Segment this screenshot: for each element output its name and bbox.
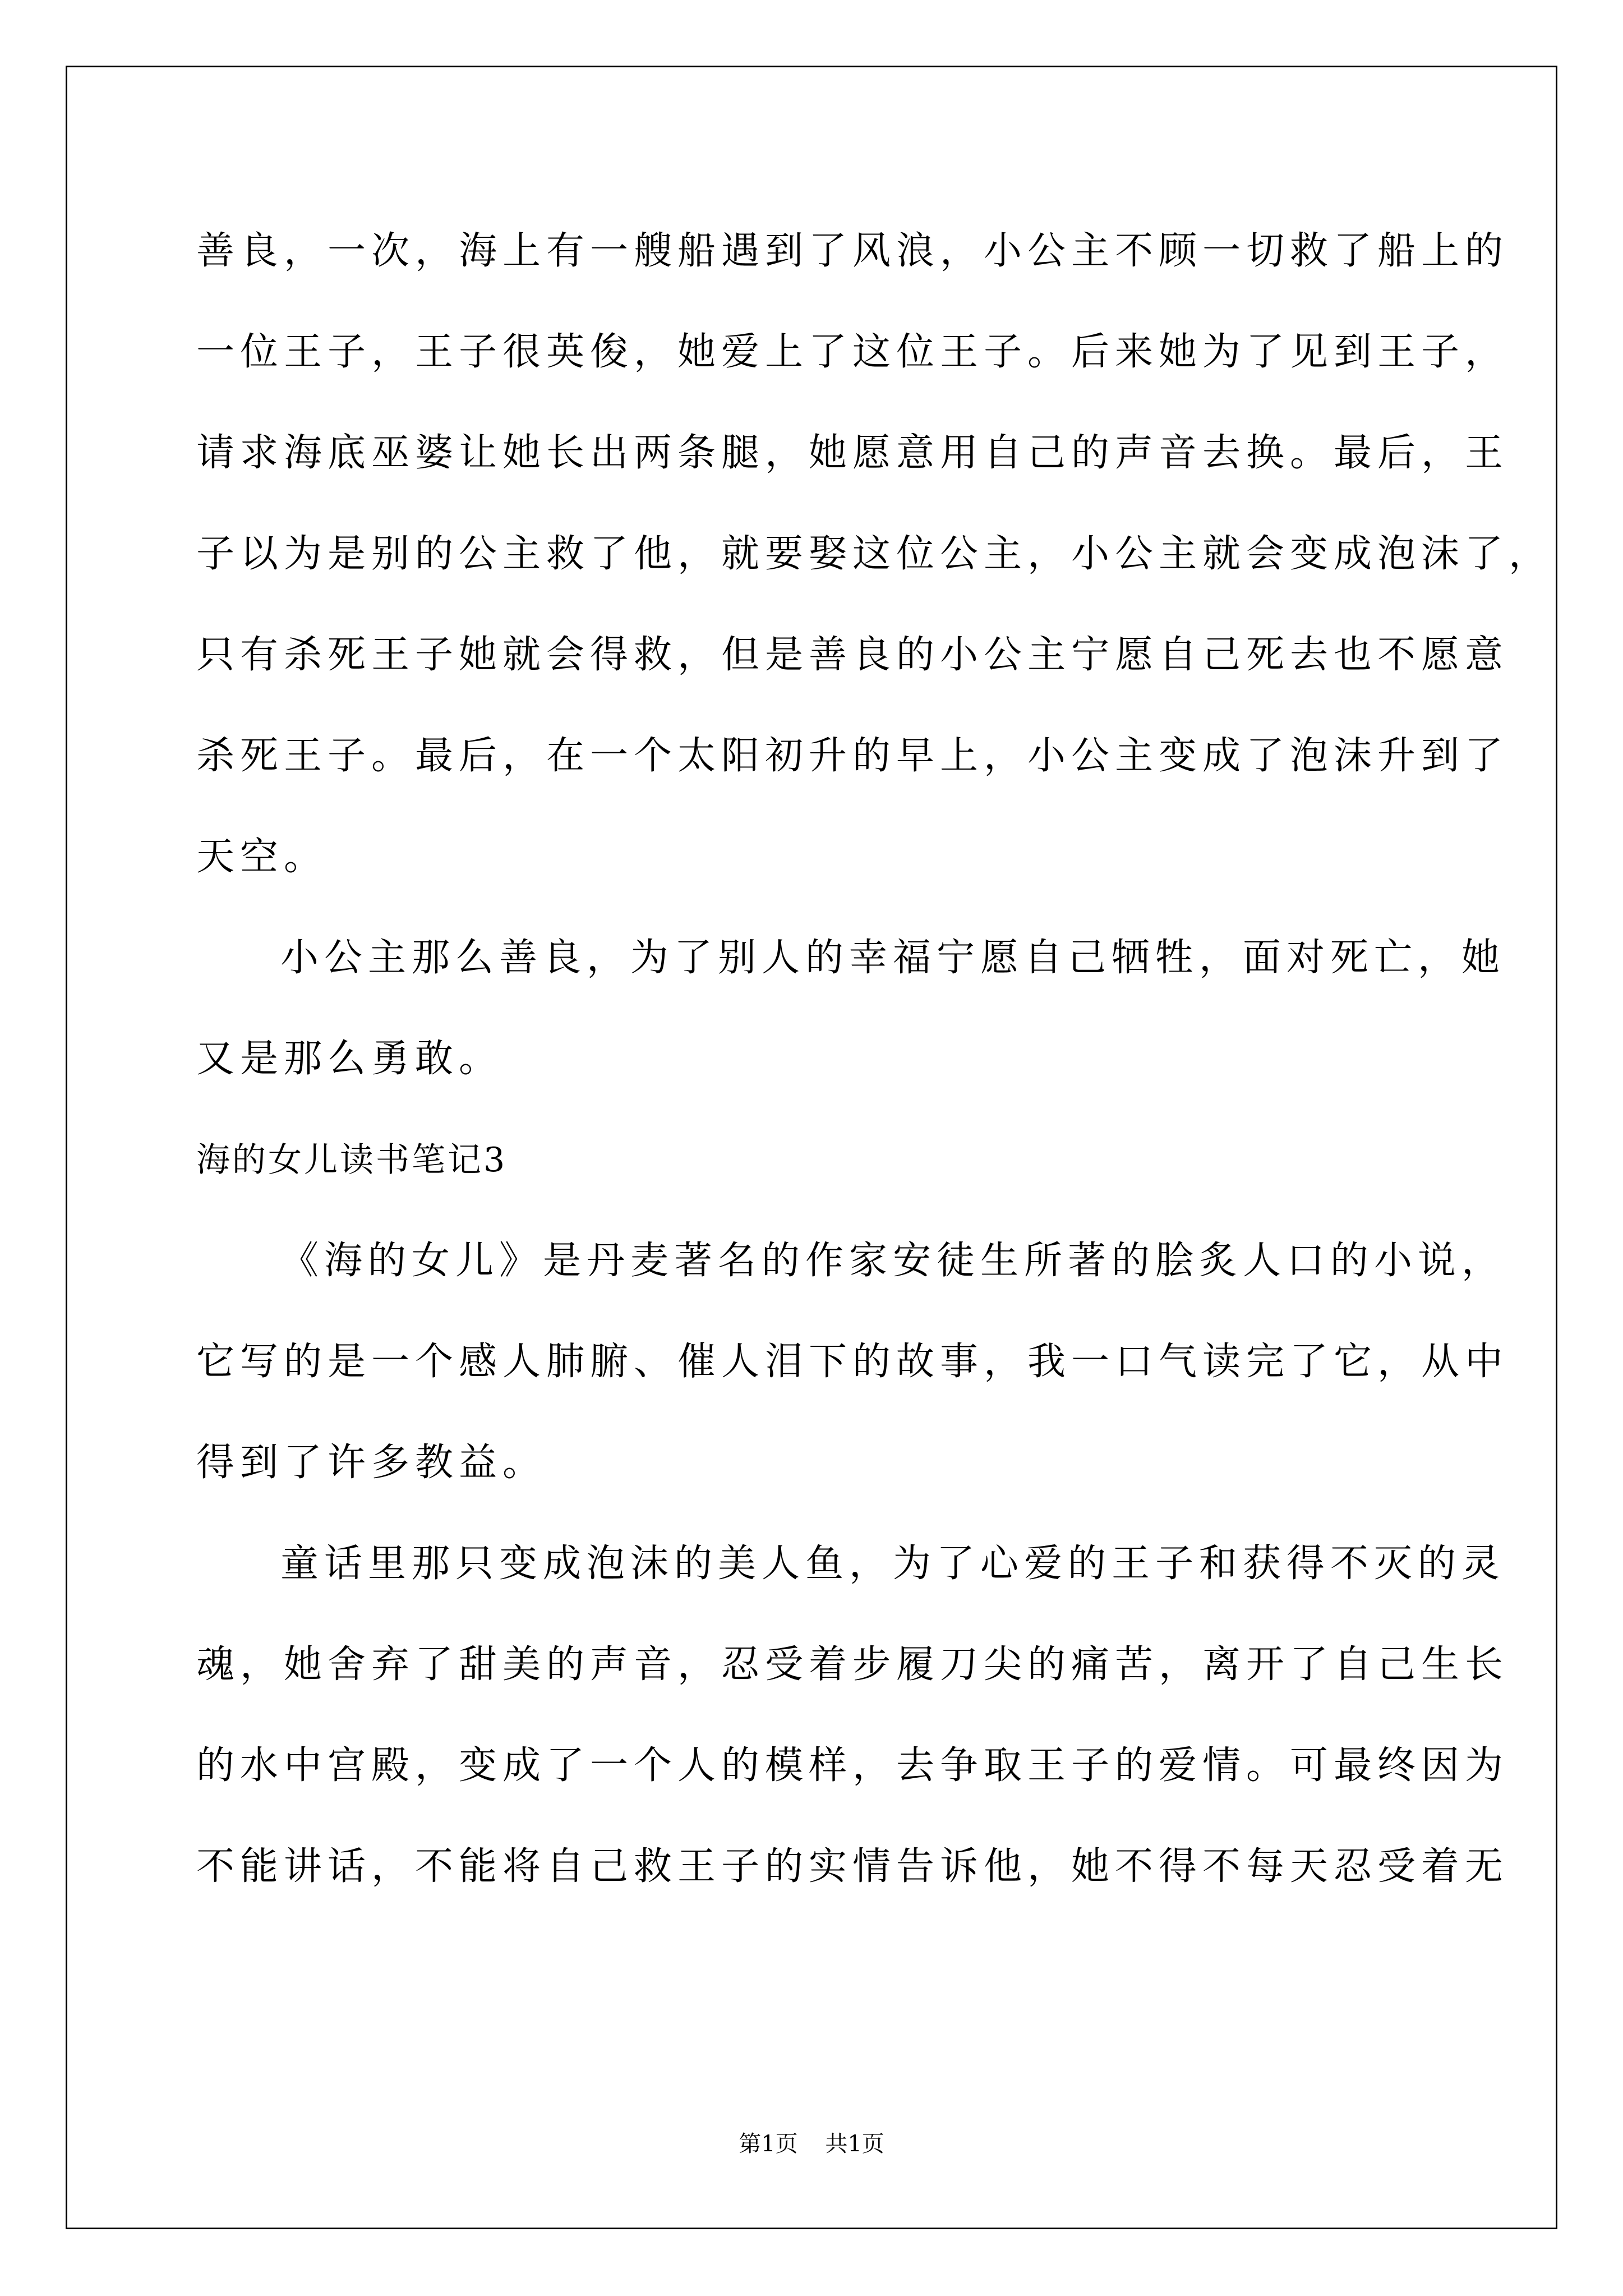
text-line: 得到了许多教益。	[196, 1441, 547, 1485]
text-line: 天空。	[196, 835, 328, 879]
page-number: 第1页	[739, 2131, 798, 2157]
text-line: 一位王子，王子很英俊，她爱上了这位王子。后来她为了见到王子，	[196, 330, 1509, 374]
page-count: 共1页	[825, 2131, 884, 2157]
text-line: 小公主那么善良，为了别人的幸福宁愿自己牺牲，面对死亡，她	[280, 936, 1506, 980]
text-line: 它写的是一个感人肺腑、催人泪下的故事，我一口气读完了它，从中	[196, 1340, 1509, 1384]
text-line: 又是那么勇敢。	[196, 1037, 503, 1081]
text-line: 《海的女儿》是丹麦著名的作家安徒生所著的脍炙人口的小说，	[280, 1239, 1506, 1283]
text-line: 童话里那只变成泡沫的美人鱼，为了心爱的王子和获得不灭的灵	[280, 1542, 1506, 1586]
text-line: 善良，一次，海上有一艘船遇到了风浪，小公主不顾一切救了船上的	[196, 229, 1509, 273]
text-line: 请求海底巫婆让她长出两条腿，她愿意用自己的声音去换。最后，王	[196, 431, 1509, 475]
text-line: 不能讲话，不能将自己救王子的实情告诉他，她不得不每天忍受着无	[196, 1844, 1509, 1889]
text-line: 杀死王子。最后，在一个太阳初升的早上，小公主变成了泡沫升到了	[196, 734, 1509, 778]
text-line: 只有杀死王子她就会得救，但是善良的小公主宁愿自己死去也不愿意	[196, 633, 1509, 677]
section-heading: 海的女儿读书笔记3	[196, 1140, 508, 1180]
text-line: 魂，她舍弃了甜美的声音，忍受着步履刀尖的痛苦，离开了自己生长	[196, 1642, 1509, 1687]
text-line: 的水中宫殿，变成了一个人的模样，去争取王子的爱情。可最终因为	[196, 1743, 1509, 1788]
text-line: 子以为是别的公主救了他，就要娶这位公主，小公主就会变成泡沫了，	[196, 532, 1553, 576]
page-footer	[0, 2126, 1623, 2158]
